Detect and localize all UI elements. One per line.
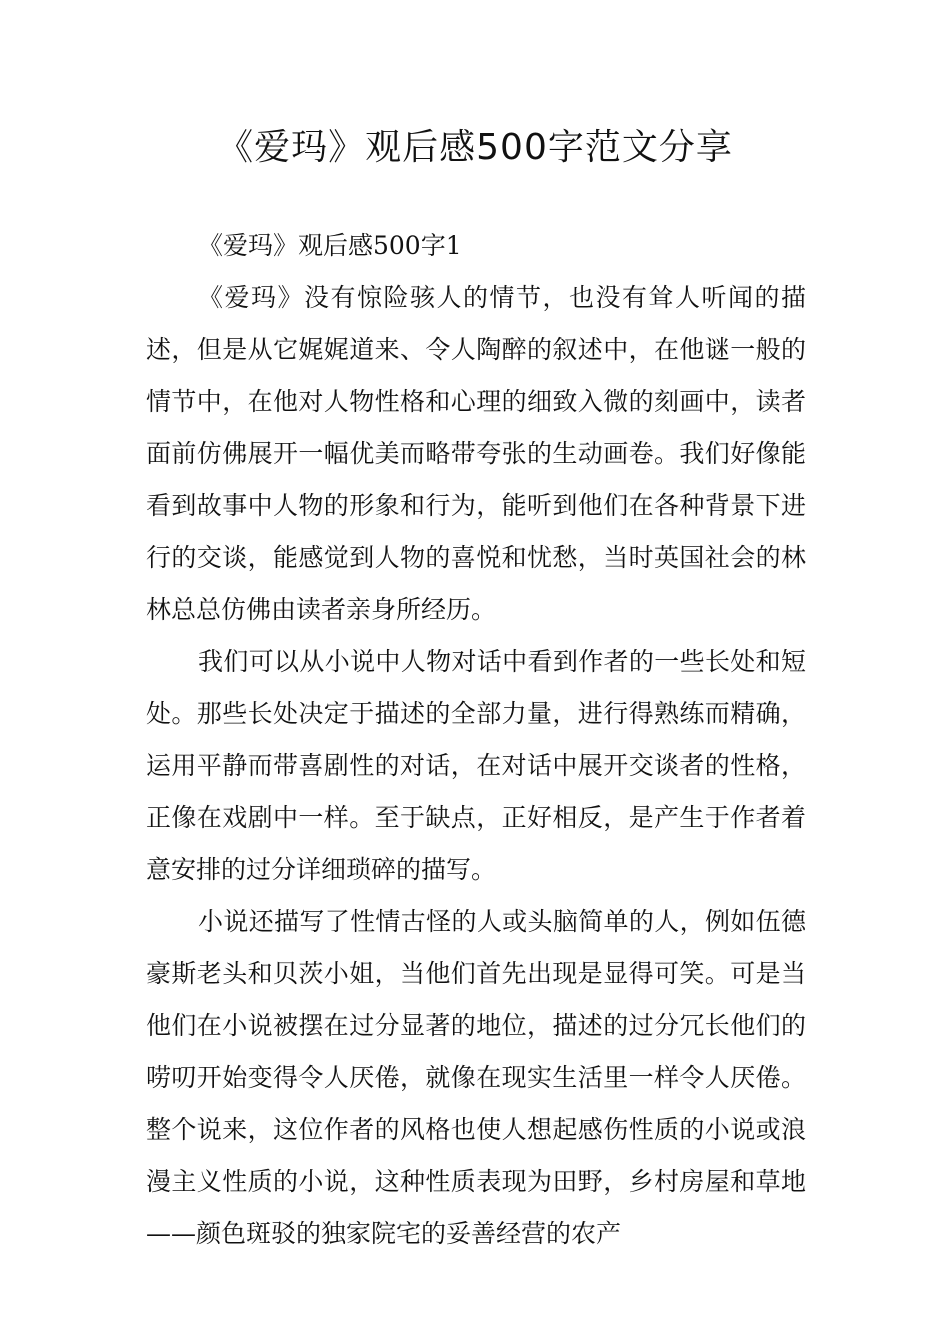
- document-title: 《爱玛》观后感500字范文分享: [217, 127, 733, 168]
- paragraph-1: 《爱玛》没有惊险骇人的情节，也没有耸人听闻的描述，但是从它娓娓道来、令人陶醉的叙述中，在他谜一般的情节中，在他对人物性格和心理的细致入微的刻画中，读者面前仿佛展开一幅优美而略带夸张的生动画卷。我们好像能看到故事中人物的形象和行为，能听到他们在各种背景下进行的交谈，能感觉到人物的喜悦和忧愁，当时英国社会的林林总总仿佛由读者亲身所经历。: [146, 283, 806, 624]
- section-heading: 《爱玛》观后感500字1: [198, 231, 462, 260]
- document-body: [146, 220, 806, 1260]
- paragraph-2: 我们可以从小说中人物对话中看到作者的一些长处和短处。那些长处决定于描述的全部力量，进行得熟练而精确，运用平静而带喜剧性的对话，在对话中展开交谈者的性格，正像在戏剧中一样。至于缺点，正好相反，是产生于作者着意安排的过分详细琐碎的描写。: [146, 647, 806, 884]
- paragraph-3: 小说还描写了性情古怪的人或头脑简单的人，例如伍德豪斯老头和贝茨小姐，当他们首先出现是显得可笑。可是当他们在小说被摆在过分显著的地位，描述的过分冗长他们的唠叨开始变得令人厌倦，就像在现实生活里一样令人厌倦。整个说来，这位作者的风格也使人想起感伤性质的小说或浪漫主义性质的小说，这种性质表现为田野，乡村房屋和草地——颜色斑驳的独家院宅的妥善经营的农产: [146, 907, 806, 1248]
